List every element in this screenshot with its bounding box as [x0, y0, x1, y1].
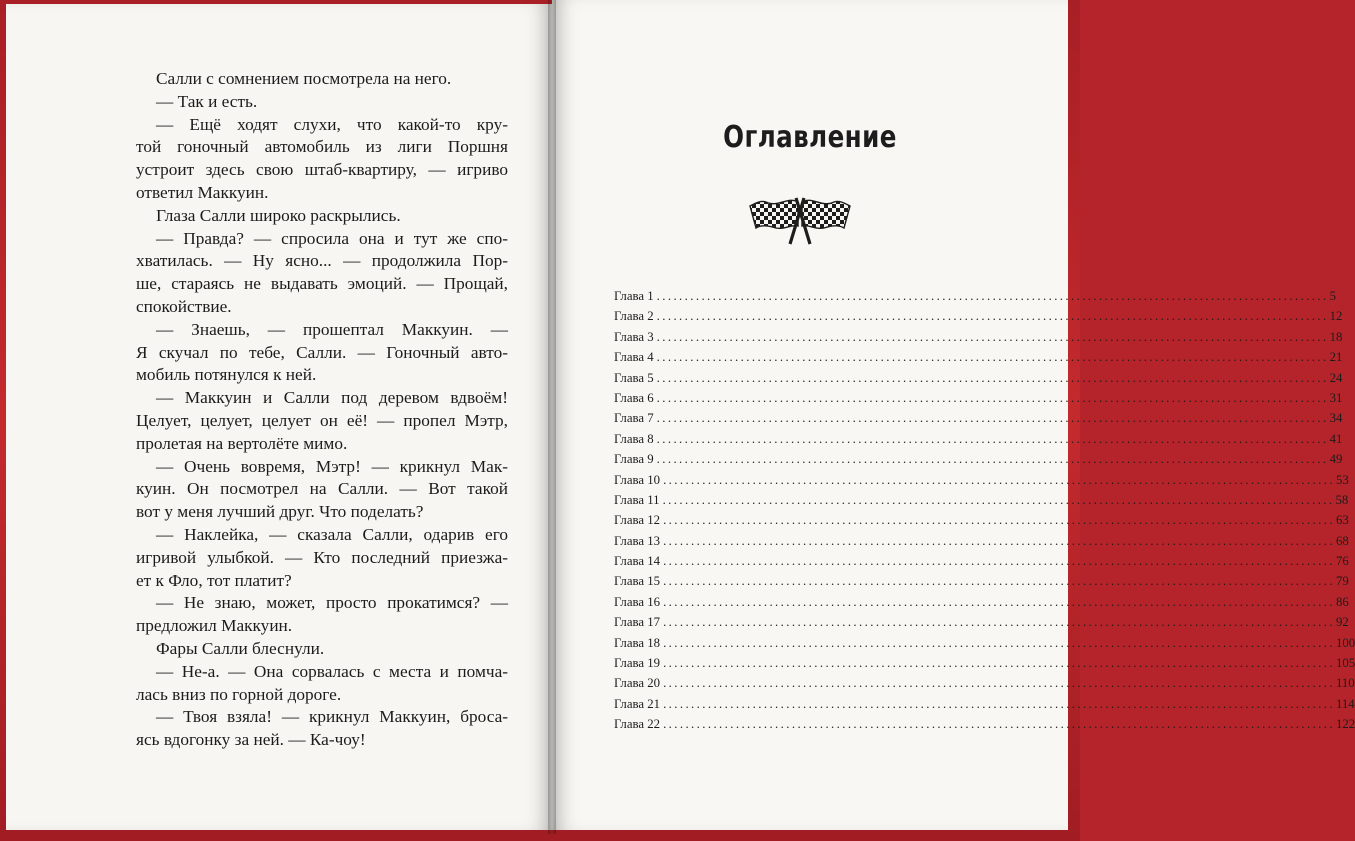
- toc-chapter-label: Глава 6: [614, 390, 654, 405]
- toc-chapter-label: Глава 16: [614, 594, 661, 609]
- toc-entry: [614, 286, 1336, 306]
- toc-chapter-label: Глава 8: [614, 431, 654, 446]
- text-line: — Не-а. — Она сорвалась с места и помча-: [156, 661, 508, 681]
- text-line: Целует, целует, целует он её! — пропел Мэтр,: [136, 410, 508, 430]
- text-line: ясь вдогонку за ней. — Ка-чоу!: [136, 730, 366, 750]
- left-page-text: [136, 68, 508, 752]
- toc-dot-leader: ........................................................................................................................: [662, 492, 1335, 507]
- toc-title: Оглавление: [723, 120, 897, 155]
- toc-entry: [614, 347, 1343, 367]
- toc-page-number: 12: [1329, 309, 1343, 324]
- toc-chapter-label: Глава 2: [614, 309, 654, 324]
- toc-chapter-label: Глава 11: [614, 492, 660, 507]
- toc-dot-leader: ........................................................................................................................: [663, 635, 1335, 650]
- toc-entry: [614, 592, 1349, 612]
- toc-page-number: 21: [1329, 350, 1343, 365]
- toc-dot-leader: ........................................................................................................................: [656, 411, 1329, 426]
- text-line: — Очень вовремя, Мэтр! — крикнул Мак-: [156, 456, 508, 476]
- text-line: ше, стараясь не выдавать эмоций. — Прощай,: [136, 274, 508, 294]
- toc-entry: [614, 327, 1343, 347]
- toc-chapter-label: Глава 13: [614, 533, 661, 548]
- toc-dot-leader: ........................................................................................................................: [656, 370, 1329, 385]
- text-line: ответил Маккуин.: [136, 182, 269, 202]
- toc-entry: [614, 368, 1343, 388]
- toc-chapter-label: Глава 9: [614, 452, 654, 467]
- toc-page-number: 24: [1329, 370, 1343, 385]
- toc-entry: [614, 510, 1349, 530]
- toc-dot-leader: ........................................................................................................................: [656, 452, 1329, 467]
- toc-dot-leader: ........................................................................................................................: [663, 472, 1335, 487]
- toc-entry: [614, 653, 1355, 673]
- toc-page-number: 31: [1329, 390, 1343, 405]
- toc-entry: [614, 633, 1355, 653]
- text-line: Фары Салли блеснули.: [156, 638, 325, 658]
- toc-page-number: 76: [1335, 554, 1349, 569]
- toc-page-number: 5: [1329, 289, 1336, 303]
- toc-dot-leader: ........................................................................................................................: [656, 431, 1329, 446]
- toc-entry: [614, 470, 1349, 490]
- toc-page-number: 49: [1329, 452, 1343, 467]
- text-line: — Так и есть.: [156, 91, 258, 111]
- toc-page-number: 100: [1335, 635, 1355, 650]
- toc-dot-leader: ........................................................................................................................: [656, 289, 1329, 303]
- toc-dot-leader: ........................................................................................................................: [656, 329, 1329, 344]
- text-line: спокойствие.: [136, 296, 232, 316]
- toc-page-number: 114: [1335, 696, 1355, 711]
- book-gutter: [548, 0, 556, 834]
- text-line: — Знаешь, — прошептал Маккуин. —: [156, 319, 508, 339]
- toc-dot-leader: ........................................................................................................................: [663, 696, 1335, 711]
- text-line: лась вниз по горной дороге.: [136, 684, 342, 704]
- toc-dot-leader: ........................................................................................................................: [663, 533, 1335, 548]
- toc-dot-leader: ........................................................................................................................: [663, 615, 1335, 630]
- text-line: — Ещё ходят слухи, что какой-то кру-: [156, 114, 508, 134]
- toc-entry: [614, 449, 1343, 469]
- text-line: — Твоя взяла! — крикнул Маккуин, броса-: [156, 707, 508, 727]
- toc-chapter-label: Глава 5: [614, 370, 654, 385]
- toc-dot-leader: ........................................................................................................................: [656, 350, 1329, 365]
- toc-chapter-label: Глава 15: [614, 574, 661, 589]
- text-line: — Маккуин и Салли под деревом вдвоём!: [156, 388, 508, 408]
- toc-entry: [614, 551, 1349, 571]
- toc-chapter-label: Глава 20: [614, 676, 661, 691]
- text-line: — Не знаю, может, просто прокатимся? —: [156, 593, 508, 613]
- toc-page-number: 18: [1329, 329, 1343, 344]
- toc-page-number: 63: [1335, 513, 1349, 528]
- table-of-contents: [614, 286, 1355, 735]
- toc-chapter-label: Глава 12: [614, 513, 661, 528]
- toc-page-number: 58: [1335, 492, 1349, 507]
- toc-dot-leader: ........................................................................................................................: [663, 656, 1335, 671]
- toc-entry: [614, 673, 1355, 693]
- toc-dot-leader: ........................................................................................................................: [656, 309, 1329, 324]
- toc-chapter-label: Глава 4: [614, 350, 654, 365]
- toc-page-number: 122: [1335, 717, 1355, 732]
- text-line: игривой улыбкой. — Кто последний приезжа-: [136, 547, 508, 567]
- toc-dot-leader: ........................................................................................................................: [663, 594, 1335, 609]
- toc-entry: [614, 571, 1349, 591]
- checkered-flags-icon: [748, 192, 852, 246]
- toc-chapter-label: Глава 21: [614, 696, 661, 711]
- toc-page-number: 68: [1335, 533, 1349, 548]
- text-line: пролетая на вертолёте мимо.: [136, 433, 348, 453]
- text-line: мобиль потянулся к ней.: [136, 365, 317, 385]
- toc-entry: [614, 612, 1349, 632]
- text-line: предложил Маккуин.: [136, 616, 293, 636]
- toc-page-number: 105: [1335, 656, 1355, 671]
- text-line: той гоночный автомобиль из лиги Поршня: [136, 137, 508, 157]
- toc-page-number: 53: [1335, 472, 1349, 487]
- toc-page-number: 41: [1329, 431, 1343, 446]
- text-line: — Правда? — спросила она и тут же спо-: [156, 228, 508, 248]
- left-page: [6, 4, 552, 830]
- toc-chapter-label: Глава 10: [614, 472, 661, 487]
- toc-page-number: 86: [1335, 594, 1349, 609]
- toc-entry: [614, 531, 1349, 551]
- toc-entry: [614, 306, 1343, 326]
- toc-dot-leader: ........................................................................................................................: [656, 390, 1329, 405]
- toc-entry: [614, 714, 1355, 734]
- text-line: хватилась. — Ну ясно... — продолжила Пор-: [136, 251, 508, 271]
- text-line: Салли с сомнением посмотрела на него.: [156, 69, 452, 88]
- toc-chapter-label: Глава 19: [614, 656, 661, 671]
- toc-chapter-label: Глава 17: [614, 615, 661, 630]
- text-line: Я скучал по тебе, Салли. — Гоночный авто-: [136, 342, 508, 362]
- toc-dot-leader: ........................................................................................................................: [663, 554, 1335, 569]
- toc-chapter-label: Глава 1: [614, 289, 654, 303]
- toc-page-number: 34: [1329, 411, 1343, 426]
- toc-entry: [614, 408, 1343, 428]
- toc-chapter-label: Глава 7: [614, 411, 654, 426]
- text-line: устроит здесь свою штаб-квартиру, — игриво: [136, 160, 508, 180]
- toc-chapter-label: Глава 22: [614, 717, 661, 732]
- toc-entry: [614, 429, 1343, 449]
- toc-chapter-label: Глава 3: [614, 329, 654, 344]
- text-line: — Наклейка, — сказала Салли, одарив его: [156, 524, 508, 544]
- toc-entry: [614, 694, 1355, 714]
- text-line: куин. Он посмотрел на Салли. — Вот такой: [136, 479, 508, 499]
- toc-page-number: 79: [1335, 574, 1349, 589]
- toc-dot-leader: ........................................................................................................................: [663, 676, 1335, 691]
- toc-entry: [614, 388, 1343, 408]
- toc-dot-leader: ........................................................................................................................: [663, 574, 1335, 589]
- toc-page-number: 92: [1335, 615, 1349, 630]
- text-line: ет к Фло, тот платит?: [136, 570, 292, 590]
- toc-chapter-label: Глава 14: [614, 554, 661, 569]
- text-line: Глаза Салли широко раскрылись.: [156, 205, 401, 225]
- toc-page-number: 110: [1335, 676, 1355, 691]
- toc-dot-leader: ........................................................................................................................: [663, 717, 1335, 732]
- text-line: вот у меня лучший друг. Что поделать?: [136, 502, 424, 522]
- toc-dot-leader: ........................................................................................................................: [663, 513, 1335, 528]
- toc-chapter-label: Глава 18: [614, 635, 661, 650]
- toc-entry: [614, 490, 1349, 510]
